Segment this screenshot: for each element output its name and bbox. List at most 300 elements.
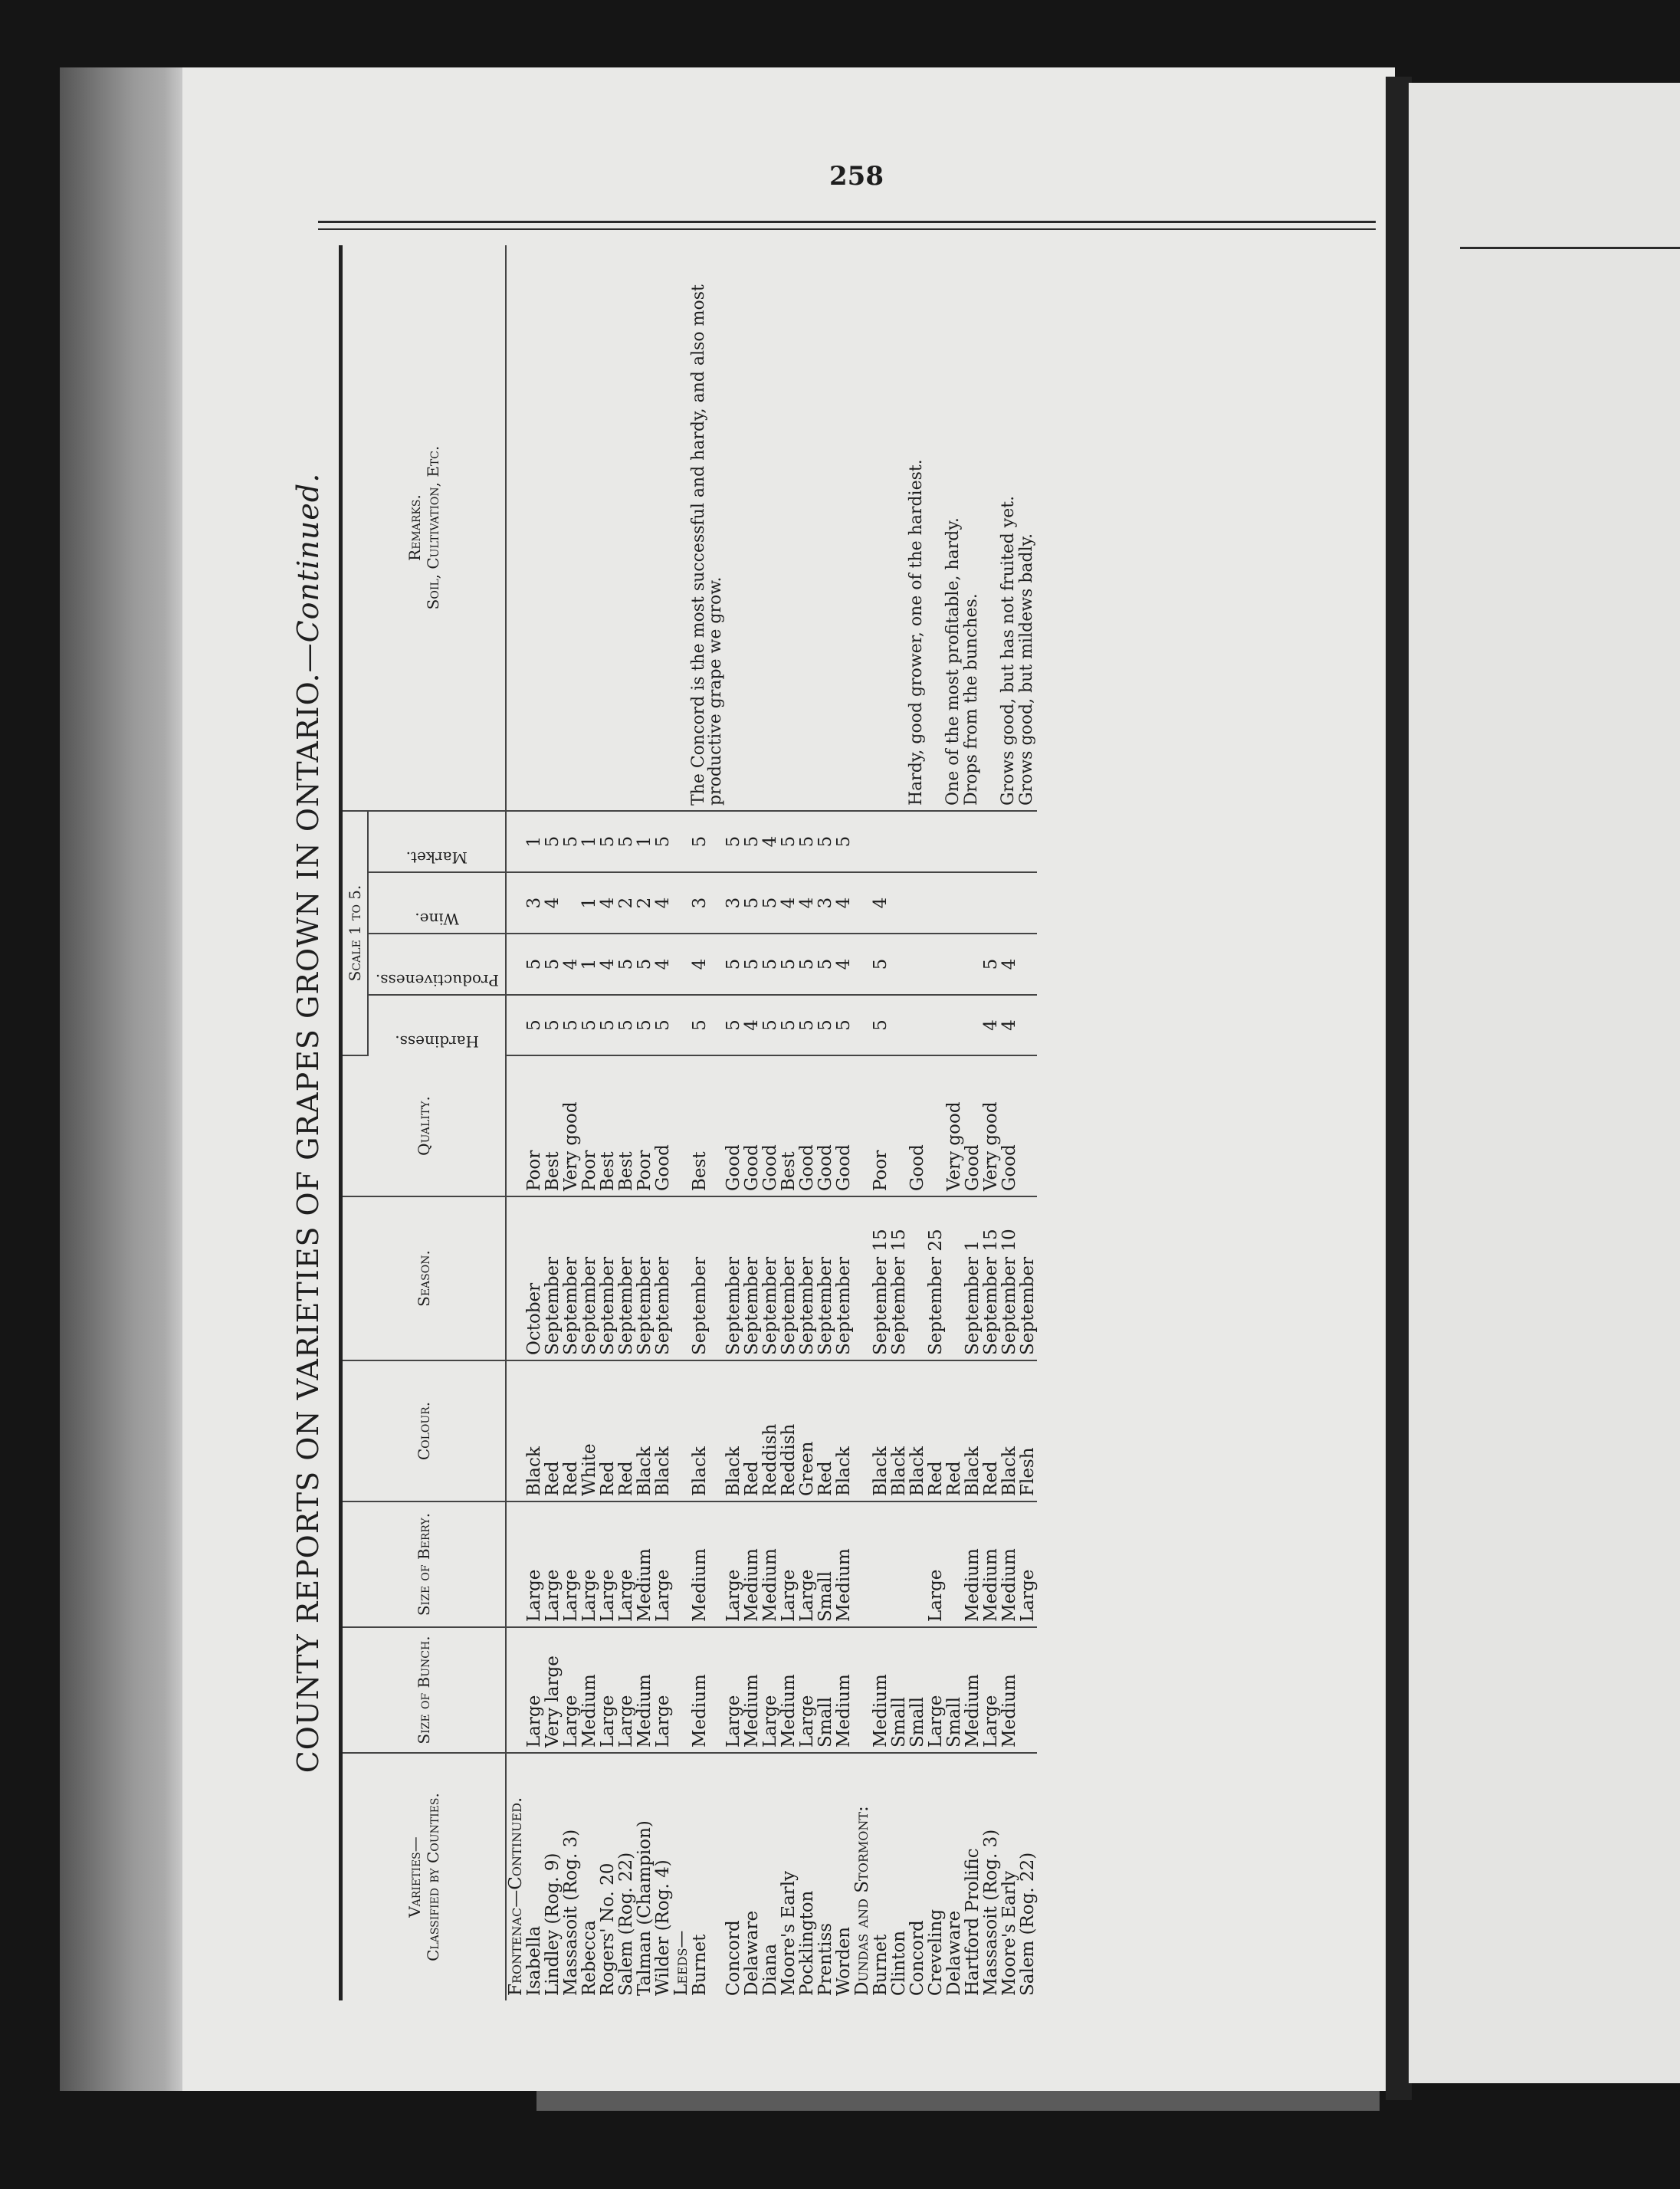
cell-quality: Good: [761, 1055, 779, 1196]
cell-bunch: Medium: [1000, 1627, 1019, 1753]
table-row: [890, 245, 908, 2000]
table-body: [506, 245, 1037, 2000]
cell-hard: [927, 995, 945, 1055]
cell-wine: [927, 872, 945, 934]
next-page-rule: [1460, 247, 1680, 249]
cell-bunch: Medium: [635, 1627, 654, 1753]
cell-wine: [945, 872, 963, 934]
cell-market: 5: [562, 811, 580, 872]
cell-colour: Black: [871, 1360, 890, 1501]
cell-prod: [927, 934, 945, 995]
cell-bunch: Medium: [580, 1627, 599, 1753]
cell-bunch: Medium: [779, 1627, 798, 1753]
empty-cell: [853, 995, 871, 1055]
cell-prod: 5: [761, 934, 779, 995]
cell-hard: 5: [779, 995, 798, 1055]
cell-prod: [963, 934, 982, 995]
header-productiveness: [368, 934, 506, 995]
cell-hard: [945, 995, 963, 1055]
cell-quality: Very good: [562, 1055, 580, 1196]
cell-remark: Drops from the bunches.: [963, 245, 982, 811]
cell-bunch: Large: [525, 1627, 543, 1753]
cell-wine: [890, 872, 908, 934]
county-row: [853, 245, 871, 2000]
cell-quality: Best: [599, 1055, 617, 1196]
cell-colour: Red: [599, 1360, 617, 1501]
cell-variety: Isabella: [524, 1925, 544, 1996]
county-row: [672, 245, 691, 2000]
cell-prod: 4: [1000, 934, 1019, 995]
cell-variety: Moore's Early: [999, 1870, 1019, 1996]
table-row: [779, 245, 798, 2000]
header-remarks-sub: Soil, Cultivation, Etc.: [424, 445, 442, 610]
cell-remark: Hardy, good grower, one of the hardiest.: [908, 245, 927, 811]
cell-prod: 5: [816, 934, 835, 995]
cell-remark: [982, 245, 1000, 811]
cell-wine: 4: [871, 872, 890, 934]
cell-prod: 5: [724, 934, 743, 995]
cell-colour: Red: [927, 1360, 945, 1501]
cell-remark: The Concord is the most successful and hardy, and also most productive grape we grow.: [691, 245, 724, 811]
cell-wine: 2: [635, 872, 654, 934]
cell-season: September: [779, 1196, 798, 1360]
cell-season: September: [580, 1196, 599, 1360]
cell-berry: Large: [779, 1501, 798, 1627]
cell-colour: Black: [835, 1360, 853, 1501]
cell-hard: 5: [798, 995, 816, 1055]
cell-variety: Massasoit (Rog. 3): [981, 1829, 1001, 1996]
cell-colour: Black: [1000, 1360, 1019, 1501]
cell-prod: 5: [525, 934, 543, 995]
empty-cell: [672, 934, 691, 995]
cell-bunch: Small: [816, 1627, 835, 1753]
table-row: [963, 245, 982, 2000]
page-shadow: [536, 2091, 1380, 2111]
cell-colour: Red: [982, 1360, 1000, 1501]
header-classified-label: Classified by Counties.: [424, 1793, 442, 1961]
cell-colour: Flesh: [1019, 1360, 1037, 1501]
title-continued: —Continued.: [291, 472, 325, 673]
cell-berry: Large: [927, 1501, 945, 1627]
cell-market: 5: [779, 811, 798, 872]
cell-prod: 5: [798, 934, 816, 995]
cell-quality: Good: [724, 1055, 743, 1196]
cell-hard: 5: [871, 995, 890, 1055]
table-row: [580, 245, 599, 2000]
cell-market: 5: [599, 811, 617, 872]
cell-prod: 5: [543, 934, 562, 995]
empty-cell: [672, 1360, 691, 1501]
empty-cell: [506, 1360, 525, 1501]
header-remarks-label: Remarks.: [405, 494, 424, 561]
cell-hard: [1019, 995, 1037, 1055]
cell-berry: Large: [562, 1501, 580, 1627]
cell-variety: Delaware: [944, 1910, 964, 1996]
cell-season: September: [691, 1196, 724, 1360]
table-row: [743, 245, 761, 2000]
cell-berry: Medium: [691, 1501, 724, 1627]
cell-colour: Red: [945, 1360, 963, 1501]
table-row: [927, 245, 945, 2000]
cell-prod: 1: [580, 934, 599, 995]
cell-market: 5: [816, 811, 835, 872]
empty-cell: [853, 245, 871, 811]
cell-variety: Salem (Rog. 22): [1018, 1852, 1038, 1996]
cell-colour: Green: [798, 1360, 816, 1501]
cell-variety: Rebecca: [579, 1920, 599, 1996]
book-binding: [60, 67, 182, 2091]
cell-colour: Reddish: [761, 1360, 779, 1501]
cell-berry: Medium: [743, 1501, 761, 1627]
empty-cell: [672, 995, 691, 1055]
cell-hard: 5: [761, 995, 779, 1055]
cell-berry: Large: [724, 1501, 743, 1627]
cell-bunch: [1019, 1627, 1037, 1753]
cell-wine: 4: [654, 872, 672, 934]
cell-hard: 5: [599, 995, 617, 1055]
cell-market: 1: [635, 811, 654, 872]
cell-remark: [617, 245, 635, 811]
cell-variety: Prentiss: [815, 1922, 835, 1996]
cell-season: September 10: [1000, 1196, 1019, 1360]
cell-prod: [945, 934, 963, 995]
cell-bunch: Large: [617, 1627, 635, 1753]
cell-quality: Good: [654, 1055, 672, 1196]
cell-season: September: [724, 1196, 743, 1360]
top-rule-thin: [318, 228, 1376, 230]
header-varieties-label: Varieties—: [405, 1836, 424, 1918]
cell-hard: 5: [724, 995, 743, 1055]
empty-cell: [506, 1501, 525, 1627]
cell-variety: Wilder (Rog. 4): [653, 1859, 673, 1996]
cell-wine: 3: [691, 872, 724, 934]
cell-bunch: Large: [798, 1627, 816, 1753]
cell-colour: Reddish: [779, 1360, 798, 1501]
cell-market: [1019, 811, 1037, 872]
cell-bunch: Large: [927, 1627, 945, 1753]
cell-hard: [908, 995, 927, 1055]
cell-remark: [580, 245, 599, 811]
table-row: [945, 245, 963, 2000]
empty-cell: [506, 811, 525, 872]
cell-hard: 5: [580, 995, 599, 1055]
cell-prod: 4: [599, 934, 617, 995]
cell-hard: 5: [525, 995, 543, 1055]
cell-season: September 25: [927, 1196, 945, 1360]
cell-variety: Pocklington: [797, 1890, 817, 1996]
cell-bunch: Medium: [835, 1627, 853, 1753]
header-scale: Scale 1 to 5.: [341, 811, 369, 1055]
cell-market: [927, 811, 945, 872]
cell-remark: [798, 245, 816, 811]
cell-quality: Good: [1000, 1055, 1019, 1196]
cell-variety: Concord: [907, 1920, 927, 1996]
cell-season: September: [1019, 1196, 1037, 1360]
cell-hard: 5: [635, 995, 654, 1055]
cell-market: [963, 811, 982, 872]
cell-quality: Good: [816, 1055, 835, 1196]
table-row: [691, 245, 724, 2000]
empty-cell: [506, 245, 525, 811]
cell-quality: Best: [617, 1055, 635, 1196]
cell-remark: [654, 245, 672, 811]
header-size-berry: Size of Berry.: [341, 1501, 507, 1627]
next-page-edge: [1409, 83, 1680, 2083]
cell-colour: Black: [654, 1360, 672, 1501]
cell-colour: Red: [562, 1360, 580, 1501]
cell-prod: 4: [835, 934, 853, 995]
cell-quality: Poor: [580, 1055, 599, 1196]
cell-bunch: Small: [945, 1627, 963, 1753]
cell-berry: Small: [816, 1501, 835, 1627]
cell-season: September: [798, 1196, 816, 1360]
cell-market: [1000, 811, 1019, 872]
cell-variety: Burnet: [871, 1934, 891, 1996]
cell-remark: [835, 245, 853, 811]
grape-varieties-table: [339, 245, 1037, 2000]
cell-season: September 15: [982, 1196, 1000, 1360]
cell-variety: Rogers' No. 20: [598, 1862, 618, 1996]
header-wine: [368, 872, 506, 934]
county-name: Dundas and Stormont:: [852, 1806, 872, 1996]
cell-berry: [871, 1501, 890, 1627]
cell-hard: 5: [617, 995, 635, 1055]
cell-wine: [1019, 872, 1037, 934]
cell-prod: 5: [871, 934, 890, 995]
cell-bunch: Medium: [963, 1627, 982, 1753]
cell-market: 4: [761, 811, 779, 872]
cell-variety: Clinton: [889, 1930, 909, 1996]
top-rule: [318, 221, 1376, 223]
cell-quality: [890, 1055, 908, 1196]
table-row: [1019, 245, 1037, 2000]
cell-prod: 5: [635, 934, 654, 995]
cell-bunch: Large: [654, 1627, 672, 1753]
cell-market: 5: [724, 811, 743, 872]
cell-berry: [945, 1501, 963, 1627]
cell-hard: [890, 995, 908, 1055]
empty-cell: [853, 811, 871, 872]
cell-variety: Massasoit (Rog. 3): [561, 1829, 581, 1996]
cell-hard: 5: [816, 995, 835, 1055]
empty-cell: [672, 811, 691, 872]
cell-variety: Delaware: [742, 1910, 762, 1996]
cell-remark: [816, 245, 835, 811]
table-row: [908, 245, 927, 2000]
cell-market: 5: [798, 811, 816, 872]
cell-remark: [635, 245, 654, 811]
table-row: [816, 245, 835, 2000]
cell-berry: Large: [525, 1501, 543, 1627]
cell-hard: 5: [691, 995, 724, 1055]
table-row: [798, 245, 816, 2000]
cell-wine: 3: [724, 872, 743, 934]
cell-season: September: [654, 1196, 672, 1360]
header-size-bunch: Size of Bunch.: [341, 1627, 507, 1753]
cell-wine: 4: [599, 872, 617, 934]
cell-bunch: Medium: [743, 1627, 761, 1753]
cell-colour: White: [580, 1360, 599, 1501]
cell-season: September: [835, 1196, 853, 1360]
cell-quality: Good: [908, 1055, 927, 1196]
header-colour: Colour.: [341, 1360, 507, 1501]
cell-prod: 4: [562, 934, 580, 995]
cell-wine: [562, 872, 580, 934]
cell-season: September 15: [890, 1196, 908, 1360]
header-remarks: [341, 245, 507, 811]
table-row: [543, 245, 562, 2000]
cell-berry: Large: [617, 1501, 635, 1627]
cell-quality: Best: [543, 1055, 562, 1196]
cell-wine: [963, 872, 982, 934]
cell-bunch: Large: [724, 1627, 743, 1753]
cell-market: [982, 811, 1000, 872]
empty-cell: [672, 1055, 691, 1196]
cell-quality: Poor: [525, 1055, 543, 1196]
cell-season: September: [617, 1196, 635, 1360]
table-title: [291, 245, 325, 2000]
county-name: Frontenac—Continued.: [506, 1797, 526, 1996]
cell-remark: [890, 245, 908, 811]
header-market-label: Market.: [405, 848, 468, 867]
cell-variety: Hartford Prolific: [963, 1848, 983, 1996]
empty-cell: [506, 1196, 525, 1360]
cell-berry: Large: [1019, 1501, 1037, 1627]
cell-wine: 2: [617, 872, 635, 934]
table-row: [562, 245, 580, 2000]
cell-prod: [908, 934, 927, 995]
cell-bunch: Medium: [871, 1627, 890, 1753]
cell-variety: Burnet: [690, 1934, 710, 1996]
empty-cell: [853, 1501, 871, 1627]
cell-berry: Large: [654, 1501, 672, 1627]
cell-quality: [927, 1055, 945, 1196]
cell-berry: Medium: [1000, 1501, 1019, 1627]
empty-cell: [672, 245, 691, 811]
cell-hard: 5: [835, 995, 853, 1055]
cell-berry: Large: [543, 1501, 562, 1627]
table-row: [599, 245, 617, 2000]
cell-season: September 1: [963, 1196, 982, 1360]
cell-remark: [871, 245, 890, 811]
cell-season: [945, 1196, 963, 1360]
cell-market: 5: [617, 811, 635, 872]
table-row: [525, 245, 543, 2000]
cell-colour: Red: [743, 1360, 761, 1501]
cell-hard: 4: [1000, 995, 1019, 1055]
empty-cell: [506, 1627, 525, 1753]
cell-prod: 4: [691, 934, 724, 995]
empty-cell: [672, 1196, 691, 1360]
county-name: Leeds—: [671, 1930, 691, 1996]
empty-cell: [672, 872, 691, 934]
cell-colour: Black: [890, 1360, 908, 1501]
cell-wine: 4: [543, 872, 562, 934]
empty-cell: [672, 1501, 691, 1627]
cell-market: 1: [525, 811, 543, 872]
cell-remark: [927, 245, 945, 811]
table-row: [982, 245, 1000, 2000]
cell-quality: Good: [798, 1055, 816, 1196]
cell-remark: Grows good, but mildews badly.: [1019, 245, 1037, 811]
cell-remark: [761, 245, 779, 811]
cell-berry: [890, 1501, 908, 1627]
cell-berry: Medium: [963, 1501, 982, 1627]
cell-berry: Medium: [635, 1501, 654, 1627]
cell-quality: Very good: [982, 1055, 1000, 1196]
cell-remark: [525, 245, 543, 811]
cell-colour: Red: [617, 1360, 635, 1501]
cell-prod: [1019, 934, 1037, 995]
empty-cell: [672, 1627, 691, 1753]
cell-colour: Black: [525, 1360, 543, 1501]
header-quality: Quality.: [341, 1055, 507, 1196]
cell-season: September: [543, 1196, 562, 1360]
cell-berry: Medium: [982, 1501, 1000, 1627]
cell-variety: Creveling: [926, 1908, 946, 1996]
cell-quality: Good: [963, 1055, 982, 1196]
cell-market: [908, 811, 927, 872]
cell-bunch: Very large: [543, 1627, 562, 1753]
empty-cell: [853, 1196, 871, 1360]
table-row: [761, 245, 779, 2000]
cell-quality: [1019, 1055, 1037, 1196]
cell-quality: Best: [691, 1055, 724, 1196]
cell-hard: 4: [743, 995, 761, 1055]
empty-cell: [506, 1055, 525, 1196]
cell-season: September: [562, 1196, 580, 1360]
cell-market: [890, 811, 908, 872]
cell-market: 5: [654, 811, 672, 872]
cell-variety: Concord: [724, 1920, 743, 1996]
cell-market: 1: [580, 811, 599, 872]
cell-wine: 5: [743, 872, 761, 934]
cell-bunch: Large: [761, 1627, 779, 1753]
page-gutter: [1386, 77, 1412, 2100]
table-row: [724, 245, 743, 2000]
empty-cell: [506, 934, 525, 995]
cell-wine: [1000, 872, 1019, 934]
cell-berry: Large: [580, 1501, 599, 1627]
cell-variety: Salem (Rog. 22): [616, 1852, 636, 1996]
header-season: Season.: [341, 1196, 507, 1360]
county-row: [506, 245, 525, 2000]
cell-variety: Talman (Champion): [635, 1820, 655, 1996]
cell-wine: 5: [761, 872, 779, 934]
table-row: [871, 245, 890, 2000]
cell-quality: Poor: [871, 1055, 890, 1196]
title-text: COUNTY REPORTS ON VARIETIES OF GRAPES GROWN IN ONTARIO.: [291, 672, 325, 1774]
cell-colour: Black: [963, 1360, 982, 1501]
cell-colour: Black: [908, 1360, 927, 1501]
cell-berry: Large: [599, 1501, 617, 1627]
cell-wine: 3: [816, 872, 835, 934]
cell-colour: Black: [724, 1360, 743, 1501]
cell-wine: 4: [835, 872, 853, 934]
empty-cell: [506, 872, 525, 934]
cell-berry: Large: [798, 1501, 816, 1627]
cell-market: 5: [835, 811, 853, 872]
cell-season: September: [599, 1196, 617, 1360]
cell-market: 5: [543, 811, 562, 872]
cell-bunch: Small: [908, 1627, 927, 1753]
cell-season: [908, 1196, 927, 1360]
cell-wine: [908, 872, 927, 934]
cell-bunch: Small: [890, 1627, 908, 1753]
cell-season: September: [743, 1196, 761, 1360]
cell-market: 5: [691, 811, 724, 872]
cell-quality: Good: [743, 1055, 761, 1196]
